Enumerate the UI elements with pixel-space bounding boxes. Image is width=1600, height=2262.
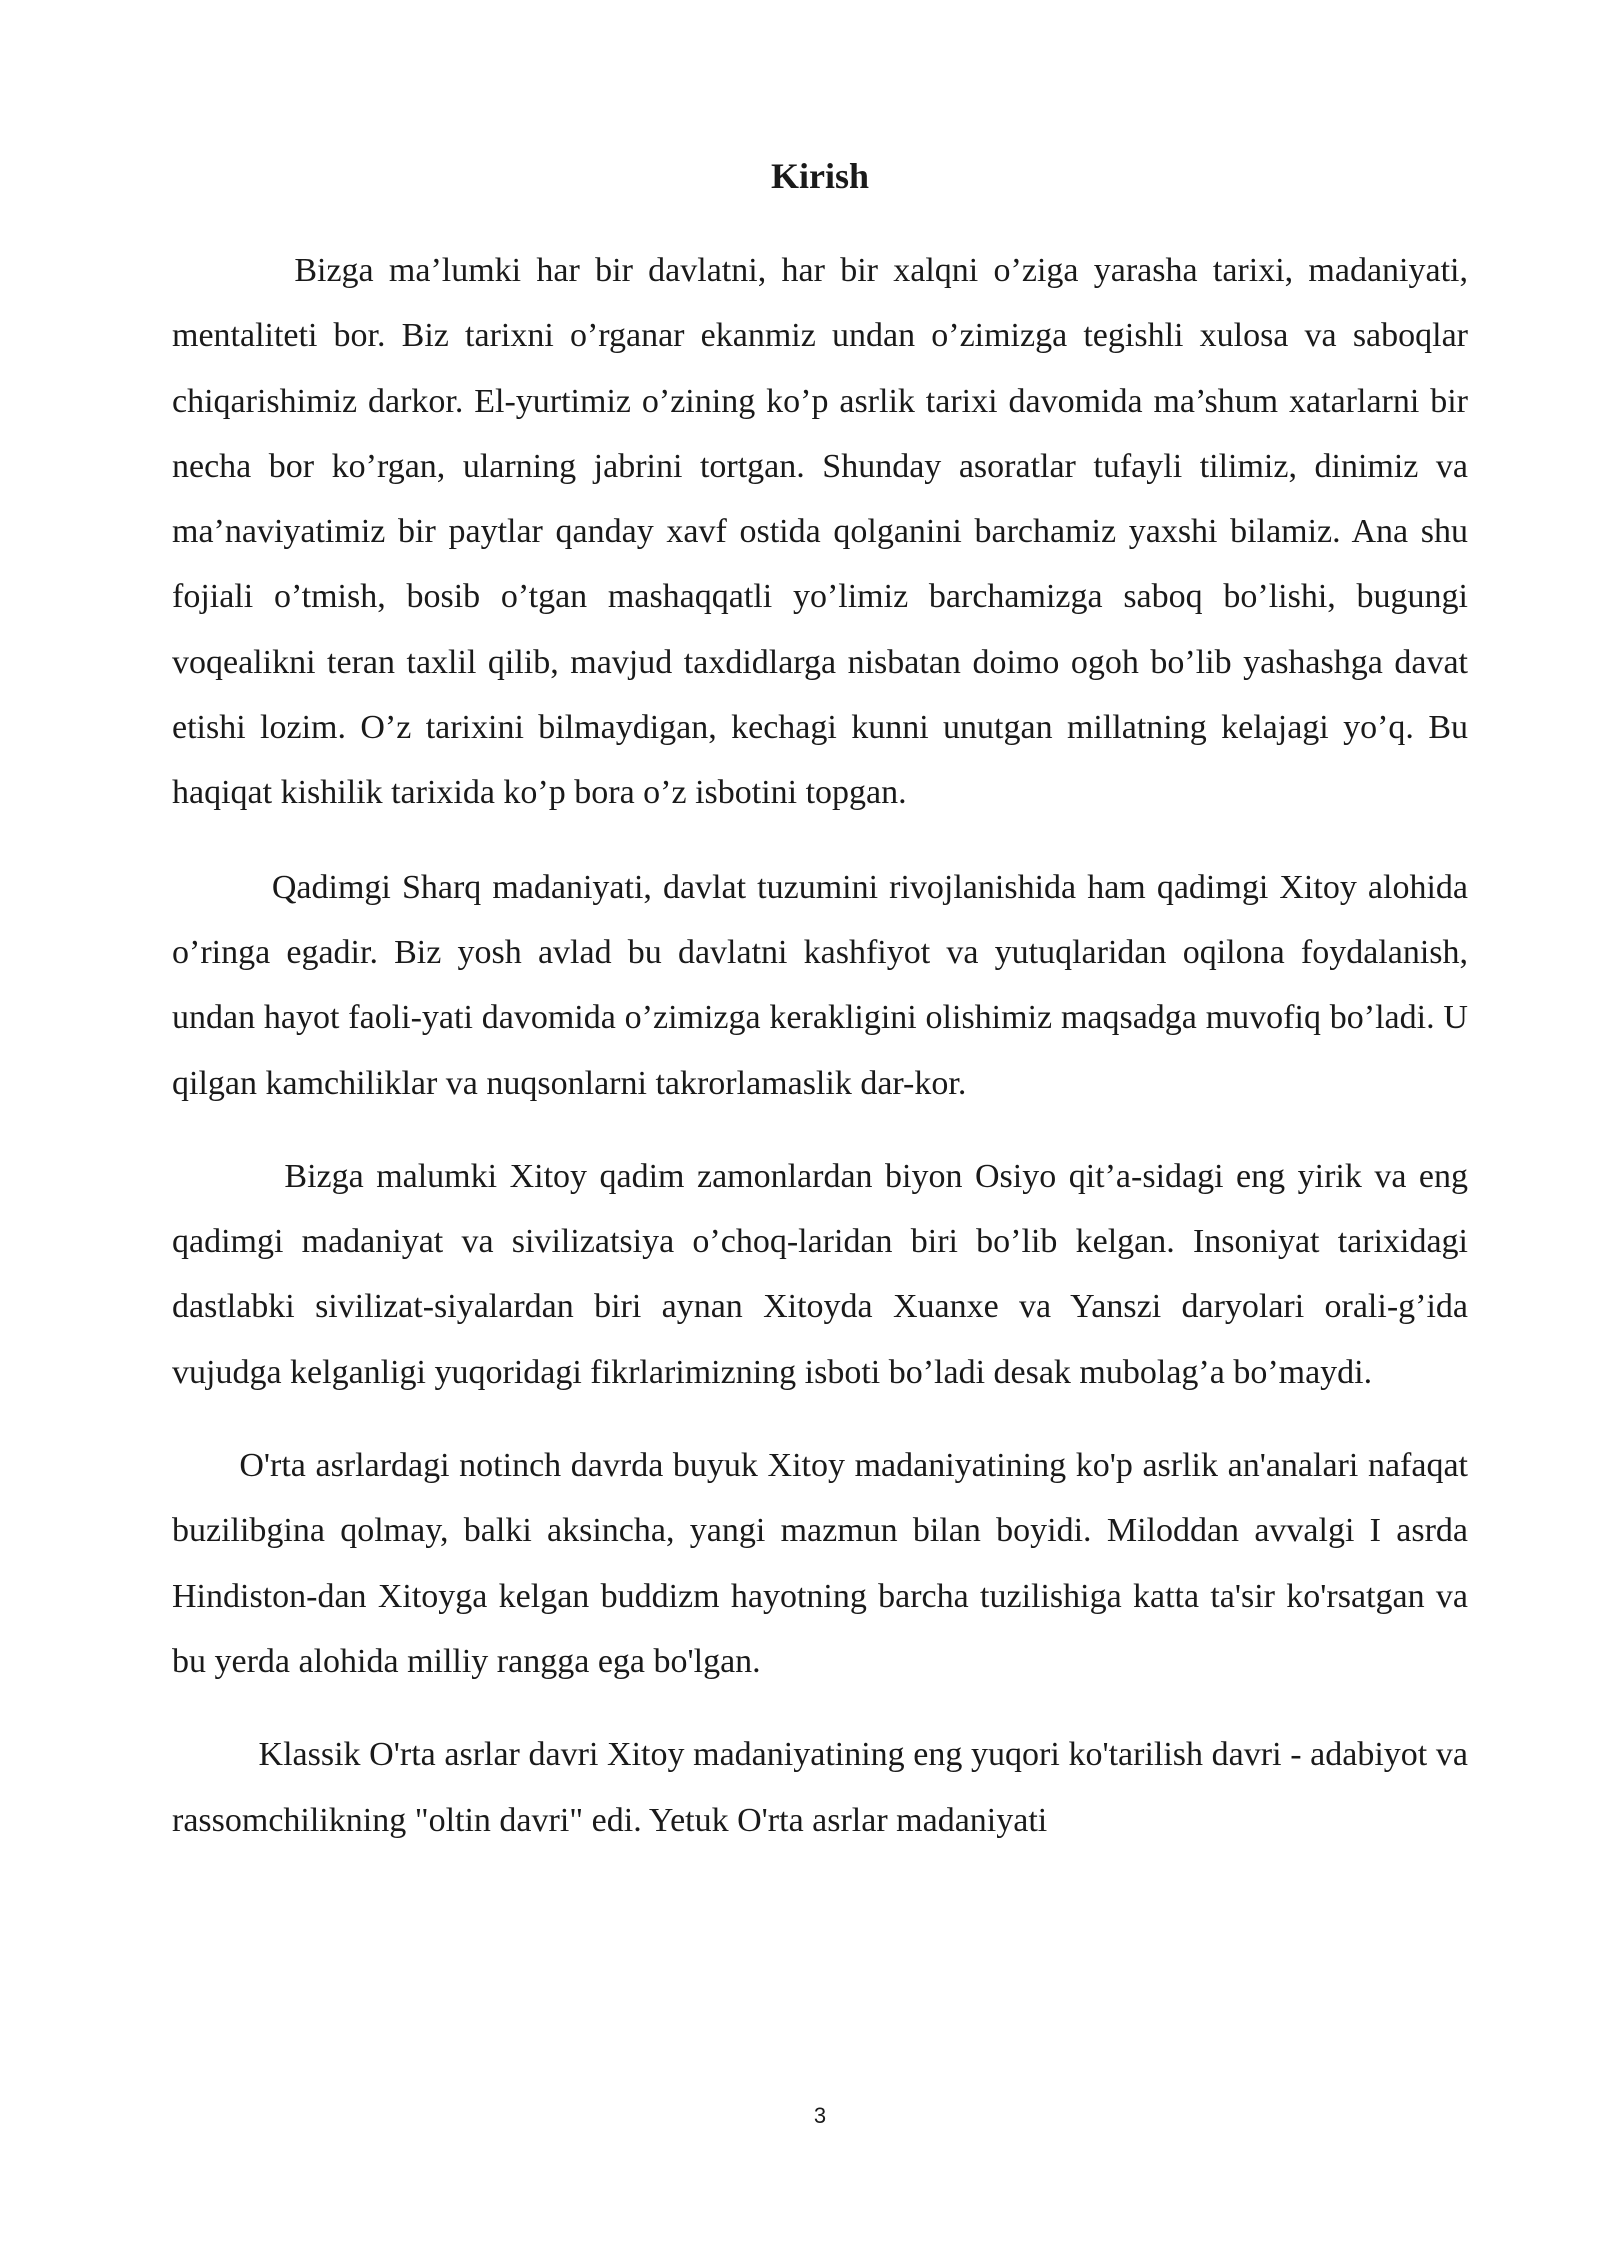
paragraph-4: O'rta asrlardagi notinch davrda buyuk Xitoy madaniyatining ko'p asrlik an'analari nafaqat buzilibgina qolmay, balki aksincha, yangi mazmun bilan boyidi. Miloddan avvalgi I asrda Hindiston-dan Xitoyga kelgan buddizm hayotning barcha tuzilishiga katta ta'sir ko'rsatgan va bu yerda alohida milliy rangga ega bo'lgan.	[172, 1447, 1468, 1680]
paragraph-2: Qadimgi Sharq madaniyati, davlat tuzumini rivojlanishida ham qadimgi Xitoy alohida o’ringa egadir. Biz yosh avlad bu davlatni kashfiyot va yutuqlaridan oqilona foydalanish, undan hayot faoli-yati davomida o’zimizga kerakligini olishimiz maqsadga muvofiq bo’ladi. U qilgan kamchiliklar va nuqsonlarni takrorlamaslik dar-kor.	[172, 868, 1468, 1102]
document-body	[172, 238, 1468, 1881]
paragraph-3: Bizga malumki Xitoy qadim zamonlardan biyon Osiyo qit’a-sidagi eng yirik va eng qadimgi madaniyat va sivilizatsiya o’choq-laridan biri bo’lib kelgan. Insoniyat tarixidagi dastlabki sivilizat-siyalardan biri aynan Xitoyda Xuanxe va Yanszi daryolari orali-g’ida vujudga kelganligi yuqoridagi fikrlarimizning isboti bo’ladi desak mubolag’a bo’maydi.	[172, 1157, 1468, 1391]
page-title: Kirish	[770, 156, 869, 196]
paragraph-5: Klassik O'rta asrlar davri Xitoy madaniyatining eng yuqori ko'tarilish davri - adabiyot va rassomchilikning "oltin davri" edi. Yetuk O'rta asrlar madaniyati	[172, 1736, 1468, 1839]
paragraph-1: Bizga ma’lumki har bir davlatni, har bir xalqni o’ziga yarasha tarixi, madaniyati, mentaliteti bor. Biz tarixni o’rganar ekanmiz undan o’zimizga tegishli xulosa va saboqlar chiqarishimiz darkor. El-yurtimiz o’zining ko’p asrlik tarixi davomida ma’shum xatarlarni bir necha bor ko’rgan, ularning jabrini tortgan. Shunday asoratlar tufayli tilimiz, dinimiz va ma’naviyatimiz bir paytlar qanday xavf ostida qolganini barchamiz yaxshi bilamiz. Ana shu fojiali o’tmish, bosib o’tgan mashaqqatli yo’limiz barchamizga saboq bo’lishi, bugungi voqealikni teran taxlil qilib, mavjud taxdidlarga nisbatan doimo ogoh bo’lib yashashga davat etishi lozim. O’z tarixini bilmaydigan, kechagi kunni unutgan millatning kelajagi yo’q. Bu haqiqat kishilik tarixida ko’p bora o’z isbotini topgan.	[172, 252, 1468, 812]
page-number: 3	[813, 2103, 827, 2128]
